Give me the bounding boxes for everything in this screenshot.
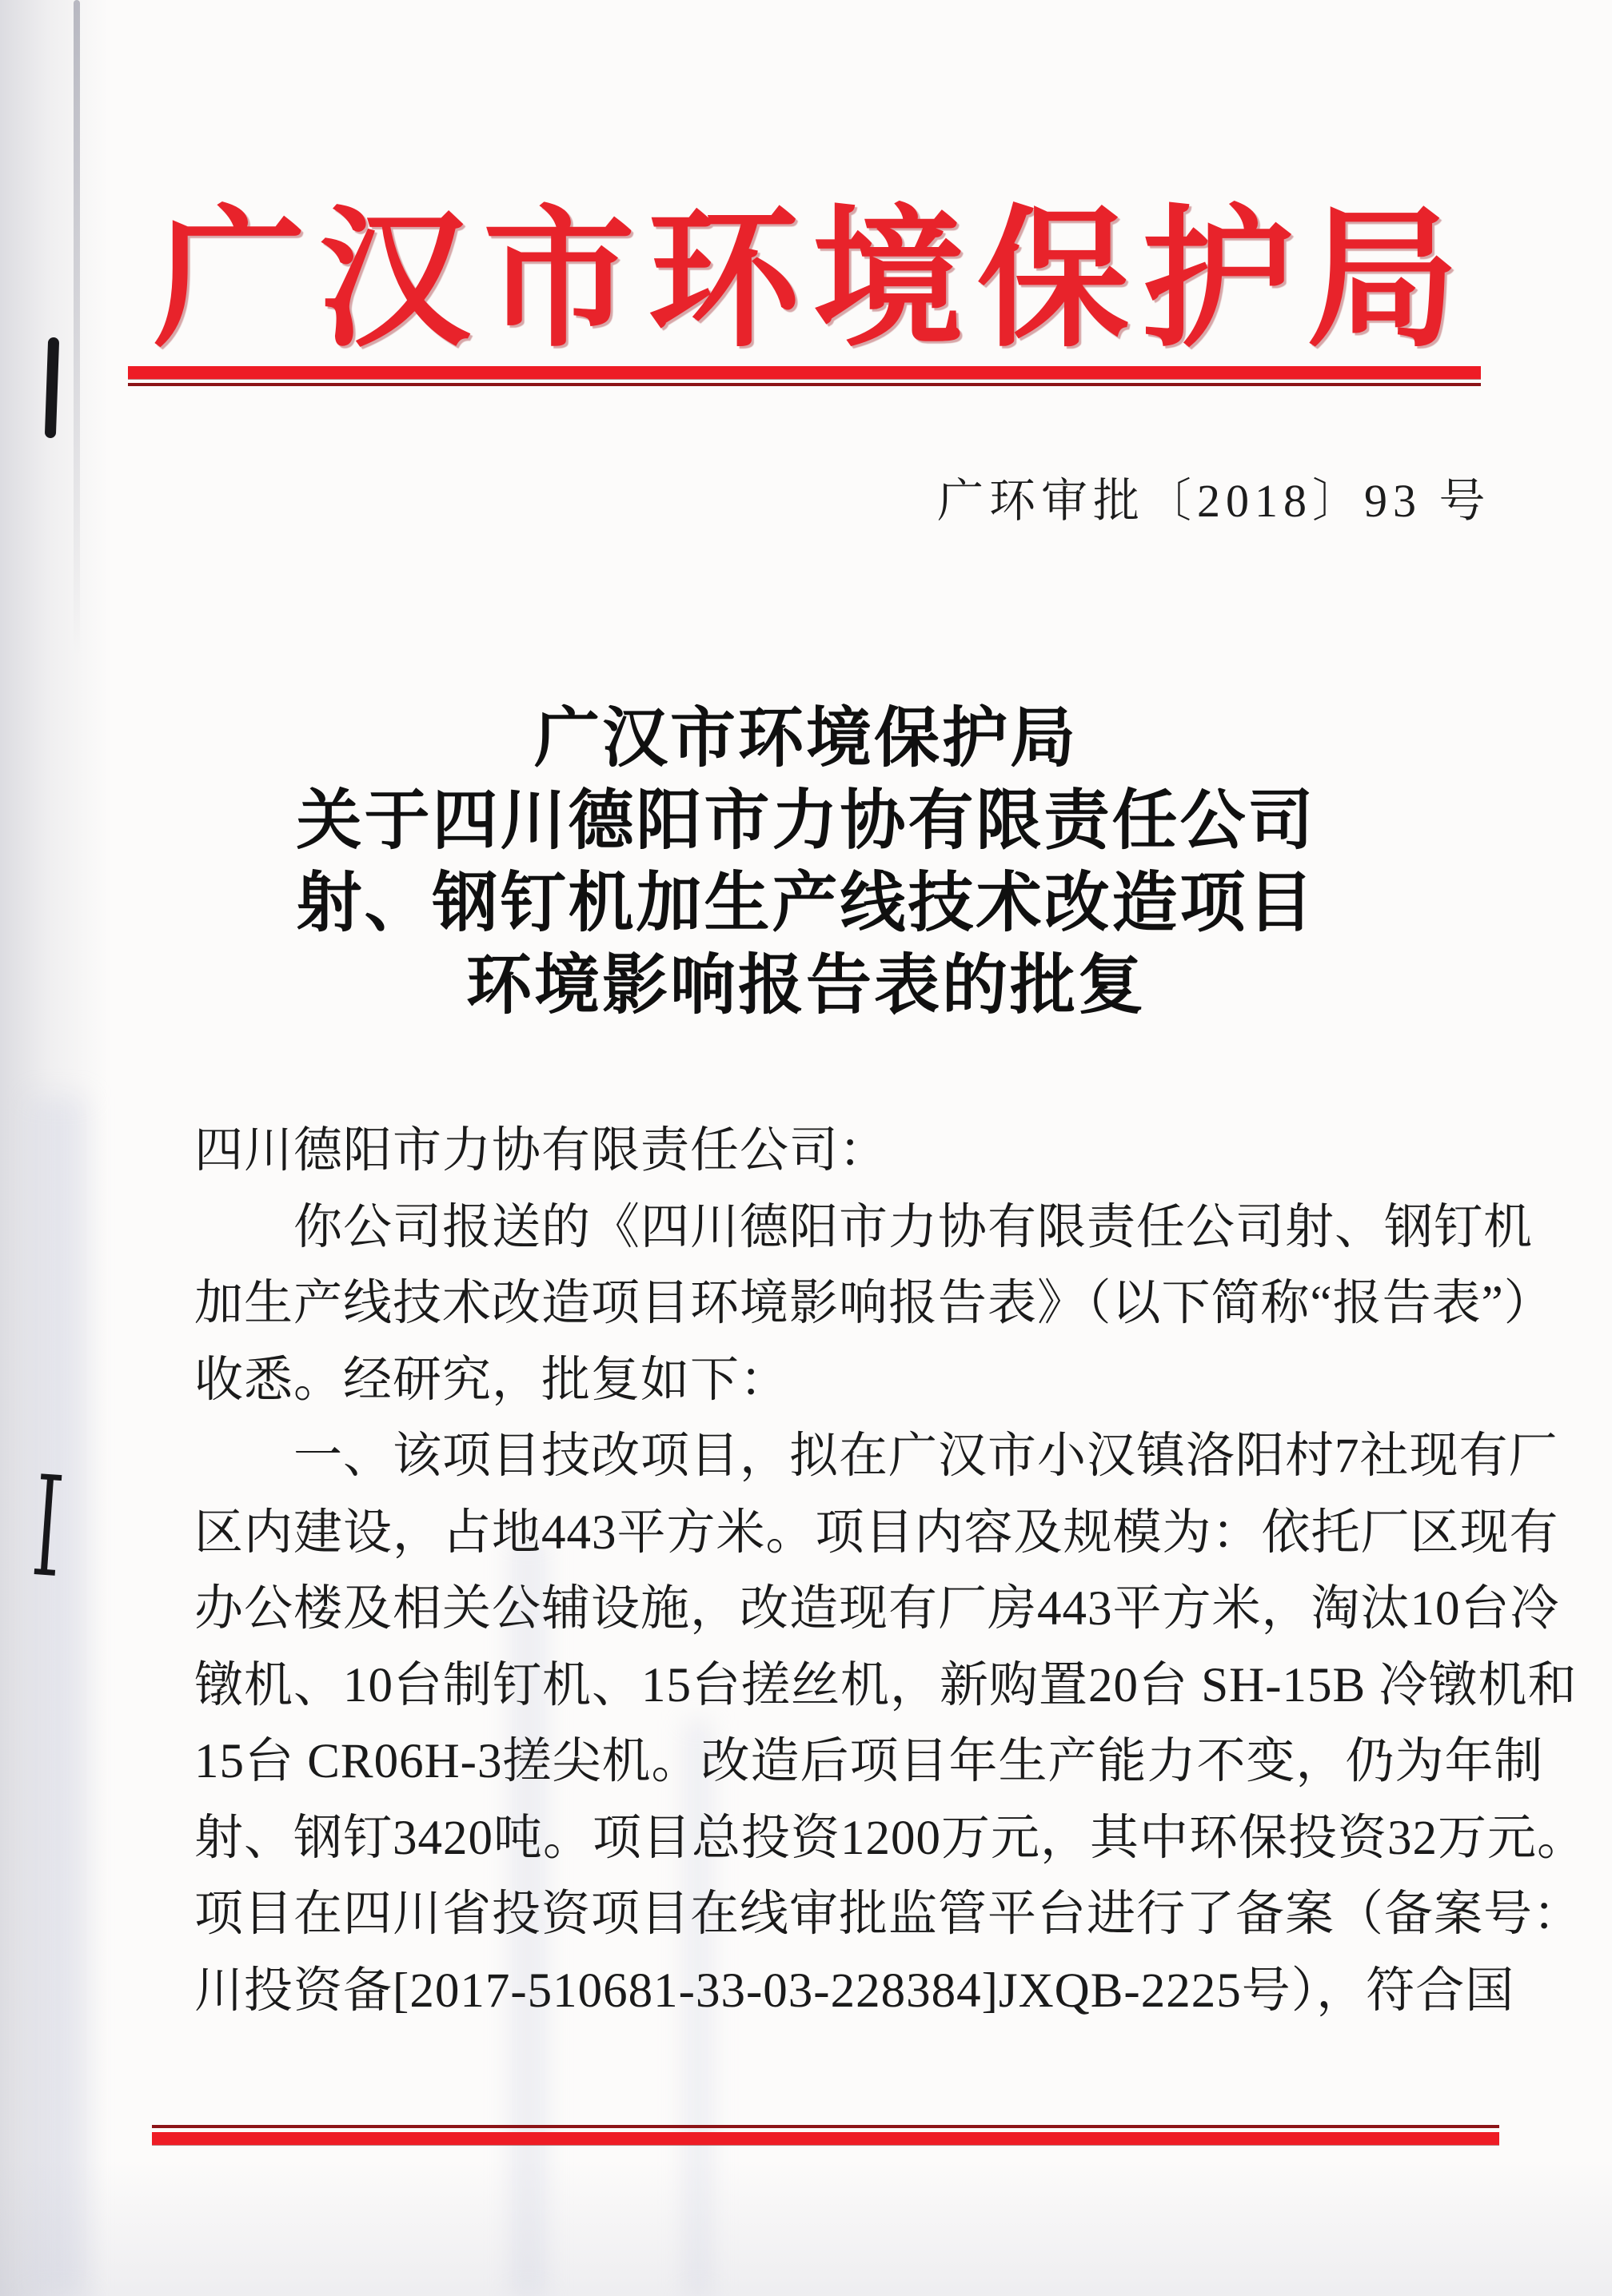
masthead-rule-thick-line [128,366,1481,379]
title-line: 射、钢钉机加生产线技术改造项目 [296,867,1316,939]
title-line: 环境影响报告表的批复 [465,949,1146,1022]
agency-masthead: 广汉市环境保护局 [153,197,1471,365]
footer-rule [152,2125,1499,2145]
title-line: 关于四川德阳市力协有限责任公司 [296,784,1316,857]
document-body [194,1113,1587,2029]
masthead-rule-thin-line [128,383,1481,386]
document-title [0,697,1612,1026]
title-line: 广汉市环境保护局 [533,702,1078,775]
body-line: 你公司报送的《四川德阳市力协有限责任公司射、钢钉机 [293,1200,1534,1254]
body-line: 一、该项目技改项目，拟在广汉市小汉镇洛阳村7社现有厂 [293,1429,1558,1483]
body-line: 区内建设，占地443平方米。项目内容及规模为：依托厂区现有 [194,1505,1559,1560]
body-line: 射、钢钉3420吨。项目总投资1200万元，其中环保投资32万元。 [194,1811,1587,1865]
body-line: 办公楼及相关公辅设施，改造现有厂房443平方米，淘汰10台冷 [194,1582,1560,1636]
body-line: 15台 CR06H-3搓尖机。改造后项目年生产能力不变，仍为年制 [194,1735,1544,1788]
document-number: 广环审批〔2018〕93 号 [937,475,1491,527]
body-line: 镦机、10台制钉机、15台搓丝机，新购置20台 SH-15B 冷镦机和 [194,1658,1578,1712]
body-line: 项目在四川省投资项目在线审批监管平台进行了备案（备案号： [194,1887,1583,1941]
addressee-line: 四川德阳市力协有限责任公司： [194,1124,889,1178]
body-line: 川投资备[2017-510681-33-03-228384]JXQB-2225号），符合国 [194,1963,1515,2018]
body-line: 加生产线技术改造项目环境影响报告表》（以下简称“报告表”） [194,1277,1554,1330]
scan-streak [30,1097,86,2296]
footer-rule-thick-line [152,2132,1499,2145]
bottom-edge-shadow [0,2160,1612,2296]
masthead-rule [128,366,1481,386]
body-line: 收悉。经研究，批复如下： [194,1353,790,1407]
